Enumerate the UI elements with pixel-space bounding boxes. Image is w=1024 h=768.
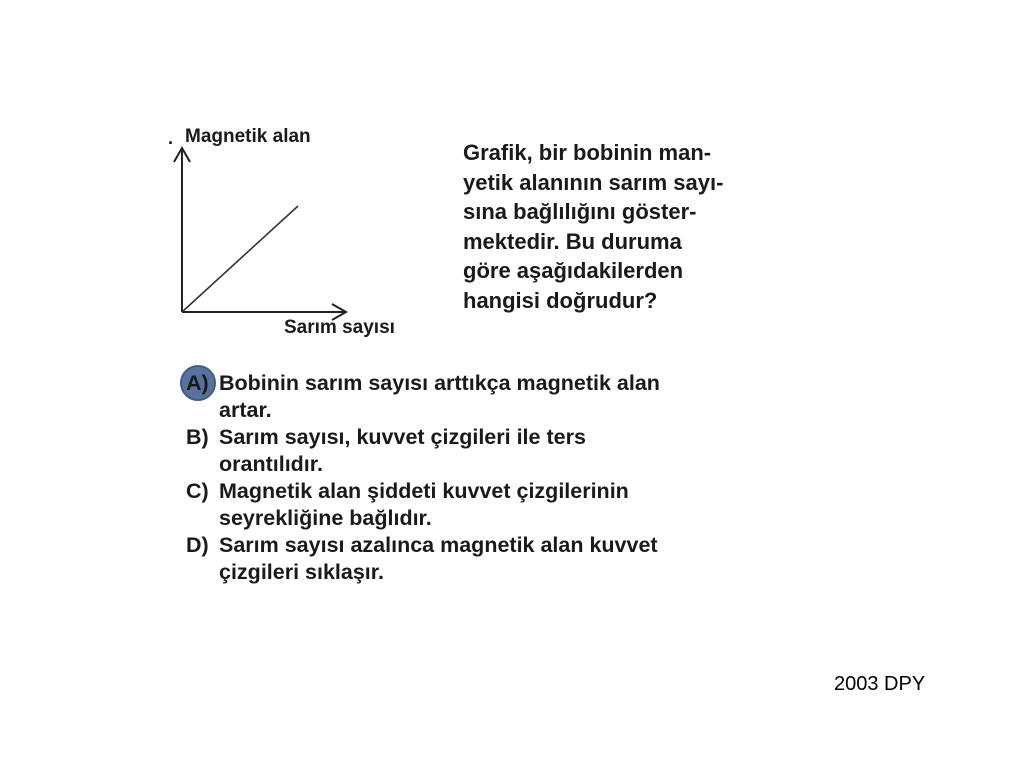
- option-text: Sarım sayısı azalınca magnetik alan kuvvet: [219, 533, 658, 557]
- x-axis-label: Sarım sayısı: [284, 317, 395, 338]
- graph-axes: [160, 120, 430, 350]
- question-text: [463, 138, 783, 315]
- y-axis-label: Magnetik alan: [185, 126, 311, 147]
- question-line: göre aşağıdakilerden: [463, 258, 684, 283]
- graph-line: [182, 206, 298, 312]
- option-d[interactable]: [186, 532, 766, 586]
- question-line: sına bağlılığını göster-: [463, 199, 697, 224]
- option-text: Magnetik alan şiddeti kuvvet çizgilerinin: [219, 479, 629, 503]
- graph: [160, 120, 430, 350]
- question-line: Grafik, bir bobinin man-: [463, 140, 712, 165]
- option-a[interactable]: [186, 370, 766, 424]
- source-label: 2003 DPY: [834, 673, 926, 695]
- option-text: seyrekliğine bağlıdır.: [219, 506, 432, 530]
- option-c[interactable]: [186, 478, 766, 532]
- answer-options: [186, 370, 766, 586]
- option-text: artar.: [219, 398, 272, 422]
- option-b[interactable]: [186, 424, 766, 478]
- option-letter: A): [186, 371, 209, 395]
- option-text: Bobinin sarım sayısı arttıkça magnetik alan: [219, 371, 660, 395]
- option-letter: C): [186, 479, 209, 503]
- question-line: yetik alanının sarım sayı-: [463, 169, 724, 195]
- option-text: çizgileri sıklaşır.: [219, 560, 384, 584]
- option-text: Sarım sayısı, kuvvet çizgileri ile ters: [219, 425, 586, 449]
- option-text: orantılıdır.: [219, 452, 323, 476]
- option-letter: B): [186, 425, 209, 449]
- option-letter: D): [186, 533, 209, 557]
- question-line: mektedir. Bu duruma: [463, 228, 682, 254]
- question-line: hangisi doğrudur?: [463, 287, 658, 313]
- graph-dot: .: [168, 128, 174, 148]
